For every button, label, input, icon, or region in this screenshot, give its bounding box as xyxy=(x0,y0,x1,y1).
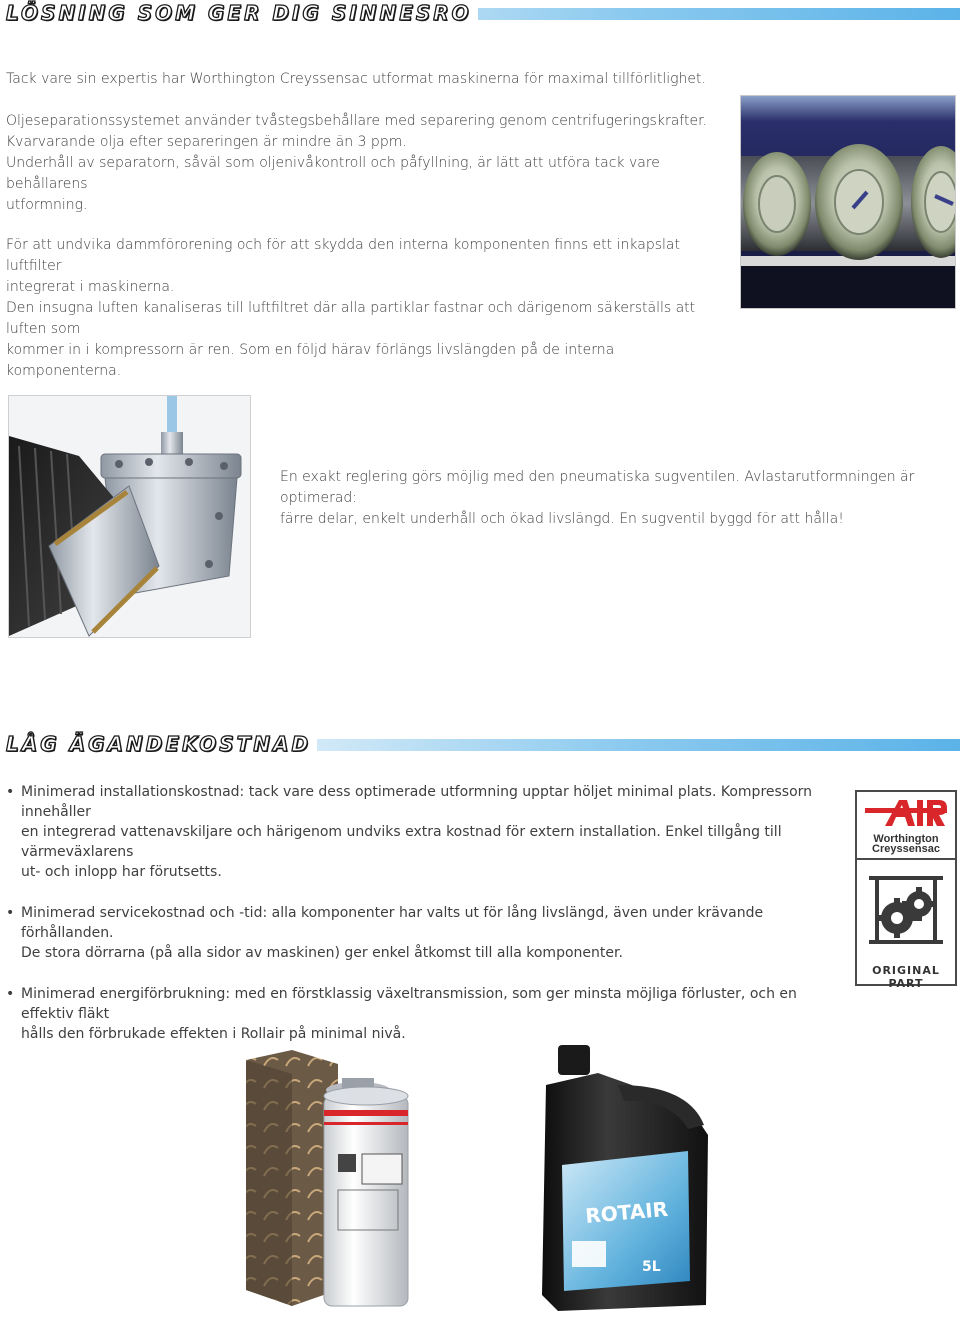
text-line: färre delar, enkelt underhåll och ökad livslängd. En sugventil byggd för att hålla! xyxy=(280,511,844,527)
section-title: LÖSNING SOM GER DIG SINNESRO xyxy=(6,0,478,26)
suction-valve-photo xyxy=(8,395,251,638)
original-part-label: ORIGINAL PART xyxy=(872,964,940,990)
text-line: hålls den förbrukade effekten i Rollair på minimal nivå. xyxy=(21,1026,406,1042)
valve-paragraph xyxy=(280,467,950,530)
oil-volume-label: 5L xyxy=(642,1259,661,1275)
oil-separation-paragraph xyxy=(6,111,726,216)
oil-brand-label: ROTAIR xyxy=(584,1196,669,1228)
text-line: De stora dörrarna (på alla sidor av maskinen) ger enkel åtkomst till alla komponenter. xyxy=(21,945,623,961)
text-line: En exakt reglering görs möjlig med den pneumatiska sugventilen. Avlastarutformningen är optimerad: xyxy=(280,469,915,506)
text-line: Minimerad installationskostnad: tack vare dess optimerade utformning upptar höljet minimal plats. Kompressorn innehåller xyxy=(21,784,813,820)
original-part-logo xyxy=(855,790,957,990)
gears-emblem xyxy=(857,860,955,954)
air-filter-paragraph xyxy=(6,235,726,382)
text-line: utformning. xyxy=(6,197,88,213)
list-item xyxy=(6,782,826,882)
brand-name-line2: Creyssensac xyxy=(872,843,940,855)
air-logo-icon xyxy=(865,798,947,828)
text-line: Minimerad energiförbrukning: med en förstklassig växeltransmission, som ger minsta möjliga förluster, och en effektiv fläkt xyxy=(21,986,797,1022)
gears-icon xyxy=(857,860,955,960)
section-header-ownership-cost xyxy=(0,731,960,757)
text-line: För att undvika dammförorening och för att skydda den interna komponenten finns ett inkapslat luftfilter xyxy=(6,237,680,274)
text-line: Kvarvarande olja efter separeringen är mindre än 3 ppm. xyxy=(6,134,407,150)
text-line: ut- och inlopp har förutsetts. xyxy=(21,864,222,880)
brand-logo xyxy=(857,792,955,860)
bullet: • xyxy=(6,986,15,1002)
list-item xyxy=(6,903,826,963)
intro-paragraph xyxy=(6,69,726,90)
text-line: kommer in i kompressorn är ren. Som en följd härav förlängs livslängden på de interna komponenterna. xyxy=(6,342,615,379)
section-title: LÅG ÄGANDEKOSTNAD xyxy=(6,731,317,757)
bullet: • xyxy=(6,905,15,921)
text-line: integrerat i maskinerna. xyxy=(6,279,175,295)
bullet: • xyxy=(6,784,15,800)
cost-benefits-list xyxy=(6,782,826,1065)
separator-filters-photo xyxy=(740,95,956,309)
text-line: Den insugna luften kanaliseras till luftfiltret där alla partiklar fastnar och därigenom säkerställs att luften som xyxy=(6,300,696,337)
brand-name-line1: Worthington xyxy=(873,833,939,845)
filter-product-photo xyxy=(238,1050,418,1312)
text-line: Underhåll av separatorn, såväl som oljenivåkontroll och påfyllning, är lätt att utföra tack vare behållarens xyxy=(6,155,660,192)
section-header-solution xyxy=(0,0,960,26)
oil-canister-photo xyxy=(538,1045,714,1313)
text-line: en integrerad vattenavskiljare och härigenom undviks extra kostnad för extern installation. Enkel tillgång till värmeväxlarens xyxy=(21,824,782,860)
list-item xyxy=(6,984,826,1044)
intro-text: Tack vare sin expertis har Worthington Creyssensac utformat maskinerna för maximal tillförlitlighet. xyxy=(6,71,706,87)
text-line: Minimerad servicekostnad och -tid: alla komponenter har valts ut för lång livslängd, även under krävande förhållanden. xyxy=(21,905,764,941)
text-line: Oljeseparationssystemet använder tvåstegsbehållare med separering genom centrifugeringskrafter. xyxy=(6,113,707,129)
